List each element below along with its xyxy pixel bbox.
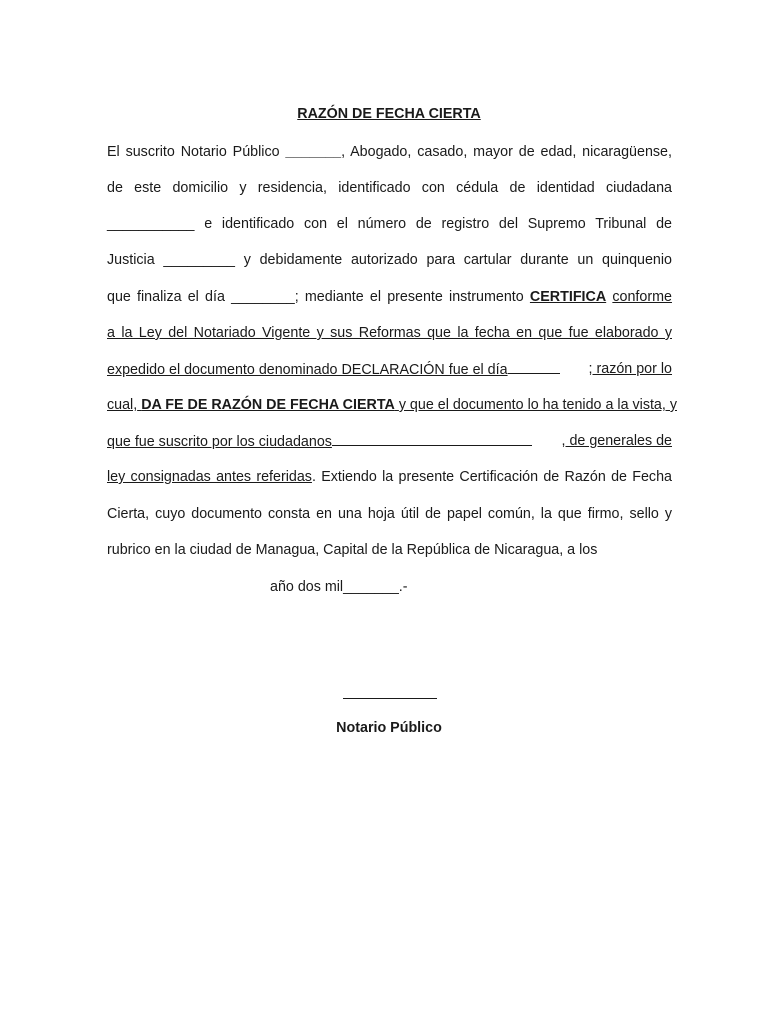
line-12-text: rubrico en la ciudad de Managua, Capital de la República de Nicaragua, a los bbox=[107, 542, 598, 558]
line-1-text-c: , Abogado, casado, mayor de edad, nicaragüense, bbox=[341, 144, 672, 160]
paragraph-line-4 bbox=[107, 250, 672, 270]
paragraph-line-11 bbox=[107, 504, 672, 524]
line-3-text: e identificado con el número de registro del Supremo Tribunal de bbox=[204, 216, 672, 232]
line-6-text: a la Ley del Notariado Vigente y sus Reformas que la fecha en que fue elaborado y bbox=[107, 325, 672, 341]
certifica-word: CERTIFICA bbox=[529, 289, 607, 305]
signature-line bbox=[343, 698, 437, 699]
line-4-text-a: Justicia bbox=[107, 252, 155, 268]
paragraph-line-13 bbox=[270, 577, 570, 597]
line-10-text-b: . Extiendo la presente Certificación de Razón de Fecha bbox=[311, 469, 672, 485]
paragraph-line-10 bbox=[107, 467, 672, 487]
paragraph-line-8 bbox=[107, 395, 677, 415]
paragraph-line-3 bbox=[107, 214, 672, 234]
paragraph-line-1 bbox=[107, 142, 672, 162]
line-7-text-b: ; razón por lo bbox=[588, 361, 672, 377]
line-11-text: Cierta, cuyo documento consta en una hoja útil de papel común, la que firmo, sello y bbox=[107, 506, 672, 522]
line-5-text-a: que finaliza el día bbox=[107, 289, 225, 305]
line-9-text-a: que fue suscrito por los ciudadanos bbox=[107, 434, 332, 450]
cedula-blank: ___________ bbox=[107, 216, 195, 232]
da-fe-phrase: DA FE DE RAZÓN DE FECHA CIERTA bbox=[141, 397, 395, 413]
line-1-text-a: El suscrito Notario Público bbox=[107, 144, 280, 160]
line-8-text-c: y que el documento lo ha tenido a la vista, y bbox=[398, 397, 677, 413]
paragraph-line-9 bbox=[107, 431, 672, 451]
declaration-date-blank bbox=[508, 359, 560, 374]
line-10-text-a: ley consignadas antes referidas bbox=[107, 469, 312, 485]
notary-name-blank: _______ bbox=[285, 144, 342, 160]
line-5-text-c: mediante el presente instrumento bbox=[304, 289, 524, 305]
line-2-text: de este domicilio y residencia, identificado con cédula de identidad ciudadana bbox=[107, 180, 672, 196]
line-9-text-b: , de generales de bbox=[561, 433, 672, 449]
registry-blank: _________ bbox=[163, 252, 235, 268]
line-4-text-c: y debidamente autorizado para cartular durante un quinquenio bbox=[243, 252, 672, 268]
line-5-text-e: conforme bbox=[612, 289, 672, 305]
line-7-text-a: expedido el documento denominado DECLARACIÓN fue el día bbox=[107, 362, 508, 378]
citizens-names-blank bbox=[332, 431, 532, 446]
paragraph-line-5 bbox=[107, 287, 672, 307]
paragraph-line-2 bbox=[107, 178, 672, 198]
signature-label: Notario Público bbox=[336, 720, 442, 736]
document-title: RAZÓN DE FECHA CIERTA bbox=[297, 106, 481, 122]
paragraph-line-12 bbox=[107, 540, 672, 560]
line-13-text: año dos mil_______.- bbox=[270, 579, 408, 595]
paragraph-line-6 bbox=[107, 323, 672, 343]
end-date-blank: ________; bbox=[231, 289, 299, 305]
paragraph-line-7 bbox=[107, 359, 672, 379]
line-8-text-a: cual, bbox=[107, 397, 138, 413]
